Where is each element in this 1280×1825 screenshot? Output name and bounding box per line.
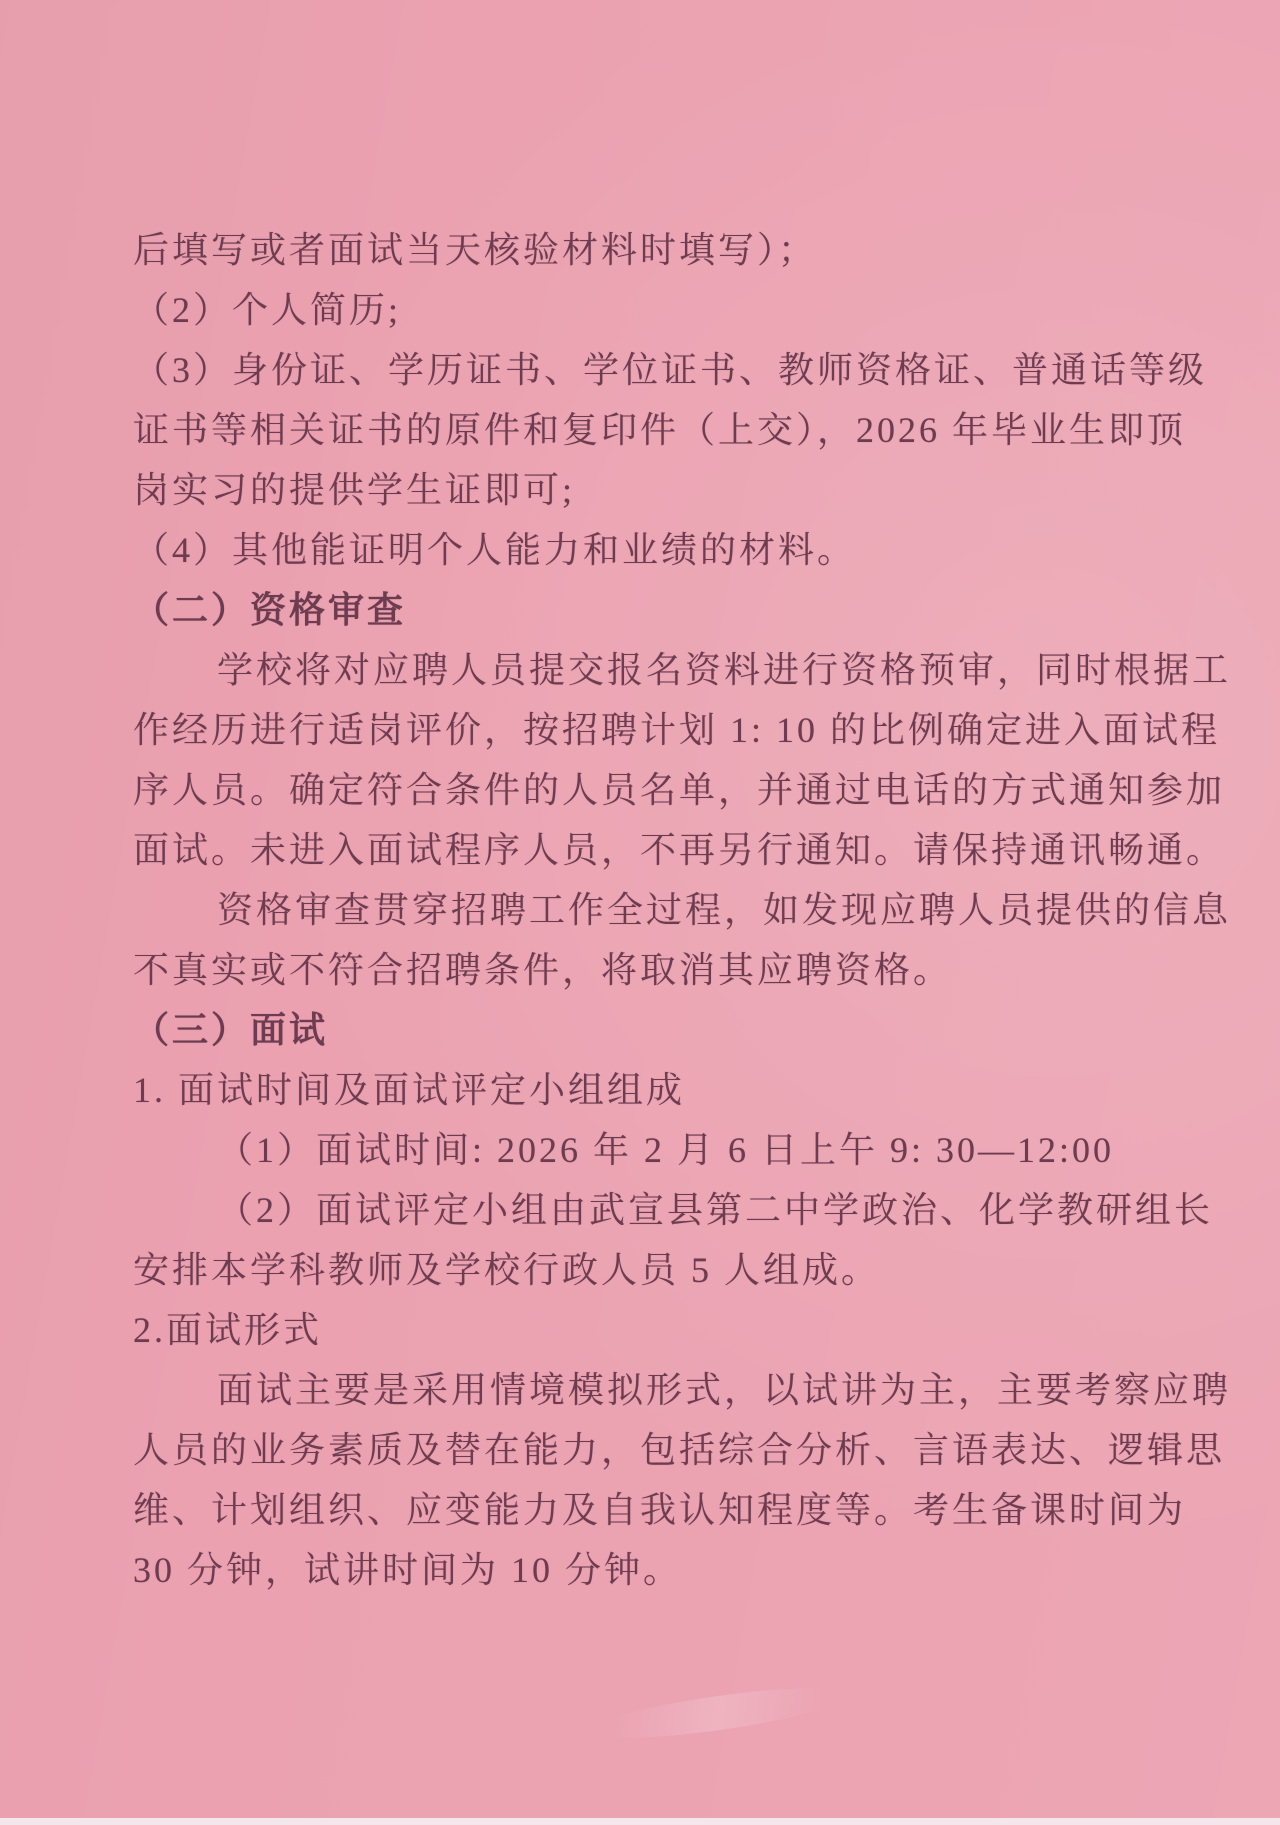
text-line: 30 分钟，试讲时间为 10 分钟。 — [133, 1550, 683, 1590]
document-body — [133, 220, 1280, 1600]
paper-crease — [588, 1678, 850, 1748]
text-line: 学校将对应聘人员提交报名资料进行资格预审，同时根据工 — [217, 650, 1232, 690]
text-line: 人员的业务素质及替在能力，包括综合分析、言语表达、逻辑思 — [133, 1430, 1226, 1470]
text-line: 证书等相关证书的原件和复印件（上交），2026 年毕业生即顶 — [133, 410, 1187, 450]
text-line: （2）面试评定小组由武宣县第二中学政治、化学教研组长 — [217, 1190, 1214, 1230]
scan-bottom-edge — [0, 1818, 1280, 1825]
text-line: （1）面试时间: 2026 年 2 月 6 日上午 9: 30—12:00 — [217, 1130, 1115, 1170]
text-line: 2.面试形式 — [133, 1310, 323, 1350]
text-line: （4）其他能证明个人能力和业绩的材料。 — [133, 530, 857, 570]
text-line: 维、计划组织、应变能力及自我认知程度等。考生备课时间为 — [133, 1490, 1187, 1530]
text-line: （3）身份证、学历证书、学位证书、教师资格证、普通话等级 — [133, 350, 1208, 390]
text-line: 1. 面试时间及面试评定小组组成 — [133, 1070, 686, 1110]
section-heading: （三）面试 — [133, 1010, 329, 1050]
text-line: 作经历进行适岗评价，按招聘计划 1: 10 的比例确定进入面试程 — [133, 710, 1221, 750]
text-line: 岗实习的提供学生证即可; — [133, 470, 576, 510]
text-line: 序人员。确定符合条件的人员名单，并通过电话的方式通知参加 — [133, 770, 1226, 810]
text-line: 面试主要是采用情境模拟形式，以试讲为主，主要考察应聘 — [217, 1370, 1232, 1410]
text-line: 后填写或者面试当天核验材料时填写）； — [133, 230, 818, 270]
section-heading: （二）资格审查 — [133, 590, 407, 630]
text-line: 资格审查贯穿招聘工作全过程，如发现应聘人员提供的信息 — [217, 890, 1232, 930]
text-line: 面试。未进入面试程序人员，不再另行通知。请保持通讯畅通。 — [133, 830, 1226, 870]
text-line: 安排本学科教师及学校行政人员 5 人组成。 — [133, 1250, 881, 1290]
text-line: 不真实或不符合招聘条件，将取消其应聘资格。 — [133, 950, 953, 990]
text-line: （2）个人简历; — [133, 290, 402, 330]
